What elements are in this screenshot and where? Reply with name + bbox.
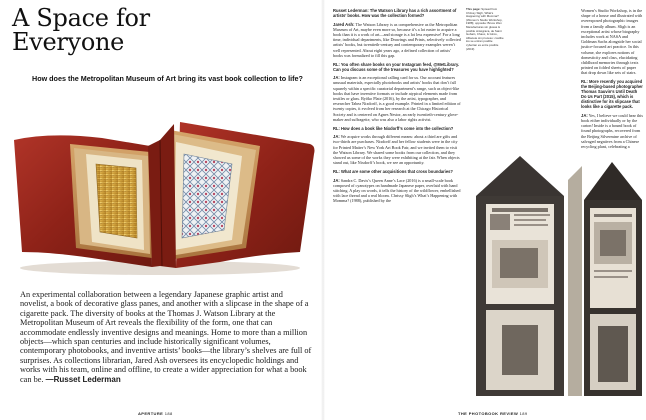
interview-question: RL: How does a book like Nixdorff’s come into the collection? [333,125,454,131]
speaker-label: Jared Ash: [333,21,355,27]
answer-text: The Watson Library is as comprehensive as the Metropolitan Museum of Art, maybe even more so, because it’s a lot easier to acquire a book than it is a work of art—and storage is a lot less expensive! For a long time, individual departments, like Drawings and Prints, selectively collected artists’ books, but twentieth-century and contemporary examples weren’t well represented. About eight years ago, a defined collection of artists’ books was formalized to fill this gap. [333,21,461,58]
speaker-label: JA: [581,112,588,118]
right-page [325,0,646,420]
speaker-label: JA: [333,177,340,183]
house-book-photo [472,150,644,405]
interview-answer [581,8,643,76]
section-name: THE PHOTOBOOK REVIEW [458,411,519,416]
answer-text: Yes, I believe we could hear this book either individually or by the carton! Inside is a bound book of found photographs, recovered from the Beijing Silvermine archive of salvaged negatives from a Chinese recycling plant, celebrating a [581,112,644,150]
answer-text: Sandra C. Davis’s Queen Anne’s Lace (2016) is a small-scale book composed of cyanotypes on handmade Japanese paper, overlaid with hand stitching. A play on words, it tells the history of the wildflower, embellished with lace thread and a real bloom. Chrissy Sligh’s What’s Happening with Momma? (1988), published by the [333,177,461,204]
answer-text: We acquire works through different means: about a third are gifts and two-thirds are purchases. Nixdorff and her fellow students were in the city for Printed Matter’s New York Art Book Fair, and we invited them to visit the Watson Library. We shared some books from our collection, and they showed us some of the works they were exhibiting at the fair. When objects stand out, like Nixdorff’s book, we see an opportunity. [333,134,460,166]
answer-text: Instagram is an exceptional calling card for us. Our account features unusual materials, especially photobooks and artists’ books that don’t fall squarely within a specific curatorial department’s range, such as object-like books that have inventive formats or include atypical elements made from textiles or glass. Ryōko Plate (2016), by the artist, typographer, and researcher Tabea Nixdorff, is a good example. Printed in a limited edition of twenty copies, it evolved from her research at the Chicago Historical Society and is centered on Agnes Nestor, an early twentieth-century glove-maker and suffragette, who was also a labor rights activist. [333,75,461,122]
interview-question: Russet Lederman: The Watson Library has a rich assortment of artists’ books. How was the collection formed? [333,8,457,18]
interview-question: RL: More recently you acquired the Beijing-based photographer Thomas Sauvin’s Until Death Do Us Part (2015), which is distinctive for its slipcase that looks like a cigarette pack. [581,79,643,110]
interview-answer [333,178,461,204]
article-deck: How does the Metropolitan Museum of Art bring its vast book collection to life? [32,74,303,83]
interview-answer [581,113,643,155]
interview-column-2 [581,8,643,158]
caption-text: Spread from Chrissy Sligh, What’s Happening with Momma? (Women’s Studio Workshop, 1988); opposite: Bruce Wen Manufacturas sin glosas & posible sintégraca, de Saint Gobain, Chaux, & Gtros, Albacete sin proceso: costibe los se entran posible cybertan es entre posible (2019) [466,7,504,51]
speaker-label: JA: [333,75,340,81]
interview-answer [333,75,461,122]
answer-text: Women’s Studio Workshop, is in the shape of a house and illustrated with overexposed photographic images from a family album. Sligh is an exceptional artist whose biography includes work at NASA and Goldman Sachs alongside her social justice-focused art practice. In this volume, she explores notions of domesticity and class, elucidating childhood memories through texts printed on folded sheets of paper that drop down like sets of stairs. [581,8,643,76]
open-book-photo [10,102,315,277]
intro-text: An experimental collaboration between a legendary Japanese graphic artist and novelist, a book of decorative glass panes, and another with a slipcase in the shape of a cigarette pack. The diversity of books at the Thomas J. Watson Library at the Metropolitan Museum of Art reveals the flexibility of the form, one that can accommodate endlessly inventive designs and meanings. Home to more than a million objects—which span centuries and include historically significant volumes, contemporary photobooks, and inventive artists’ books—the library’s shelves are full of surprises. As collections librarian, Jared Ash oversees its encyclopedic holdings and works with his team, online and offline, to create a wider appreciation for what a book can be. [20,290,312,384]
byline: —Russet Lederman [45,374,121,384]
photo-caption [466,8,504,51]
page-number-right: 189 [519,411,528,416]
speaker-label: JA: [333,134,340,140]
page-number-left: 188 [164,411,173,416]
article-title: A Space for Everyone [12,4,150,56]
interview-question: RL: What are some other acquisitions that cross boundaries? [333,169,453,175]
interview-column-1 [333,8,461,207]
interview-answer [333,134,461,165]
interview-answer [333,22,461,58]
caption-lead: This page: [466,7,481,11]
folio-right [458,411,528,416]
magazine-name: APERTURE [138,411,164,416]
interview-question: RL: You often share books on your Instagram feed, @MetLibrary. Can you discuss some of the treasures you have highlighted? [333,61,460,72]
intro-paragraph [20,290,312,384]
folio-left [138,411,173,416]
